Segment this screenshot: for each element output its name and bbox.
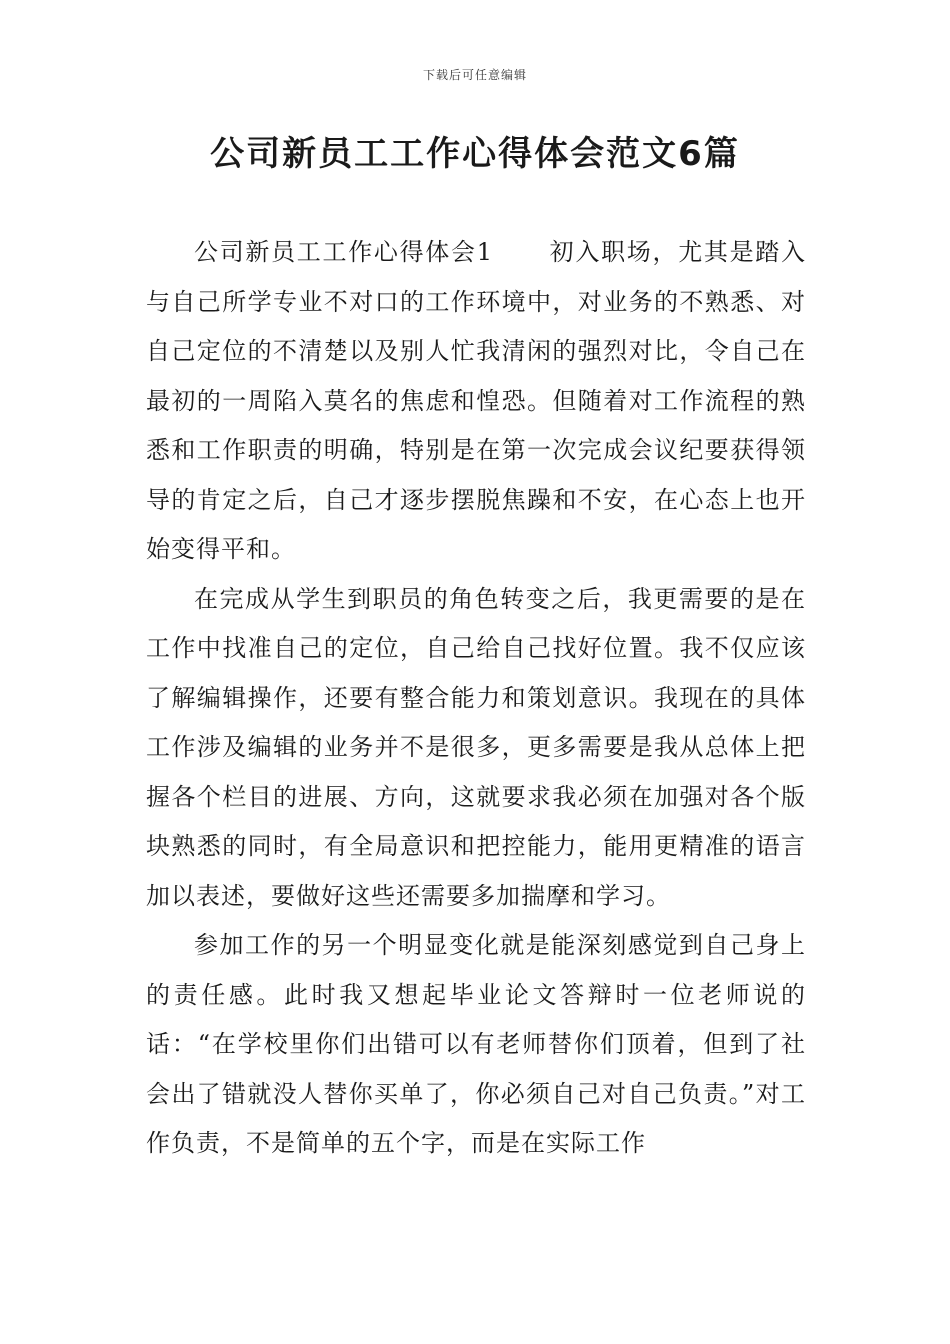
paragraph-3: 参加工作的另一个明显变化就是能深刻感觉到自己身上的责任感。此时我又想起毕业论文答辩时一位老师说的话：“在学校里你们出错可以有老师替你们顶着，但到了社会出了错就没人替你买单了，你必须自己对自己负责。”对工作负责，不是简单的五个字，而是在实际工作 — [146, 931, 806, 1157]
paragraph-2: 在完成从学生到职员的角色转变之后，我更需要的是在工作中找准自己的定位，自己给自己找好位置。我不仅应该了解编辑操作，还要有整合能力和策划意识。我现在的具体工作涉及编辑的业务并不是很多，更多需要是我从总体上把握各个栏目的进展、方向，这就要求我必须在加强对各个版块熟悉的同时，有全局意识和把控能力，能用更精准的语言加以表述，要做好这些还需要多加揣摩和学习。 — [146, 584, 806, 910]
document-body — [146, 228, 806, 1169]
paragraph-1 — [146, 228, 806, 575]
document-title: 公司新员工工作心得体会范文6篇 — [210, 134, 740, 174]
paragraph-1-text: 初入职场，尤其是踏入与自己所学专业不对口的工作环境中，对业务的不熟悉、对自己定位的不清楚以及别人忙我清闲的强烈对比，令自己在最初的一周陷入莫名的焦虑和惶恐。但随着对工作流程的熟悉和工作职责的明确，特别是在第一次完成会议纪要获得领导的肯定之后，自己才逐步摆脱焦躁和不安，在心态上也开始变得平和。 — [146, 238, 806, 563]
header-note: 下载后可任意编辑 — [422, 68, 527, 82]
section-heading: 公司新员工工作心得体会1 — [194, 238, 493, 266]
